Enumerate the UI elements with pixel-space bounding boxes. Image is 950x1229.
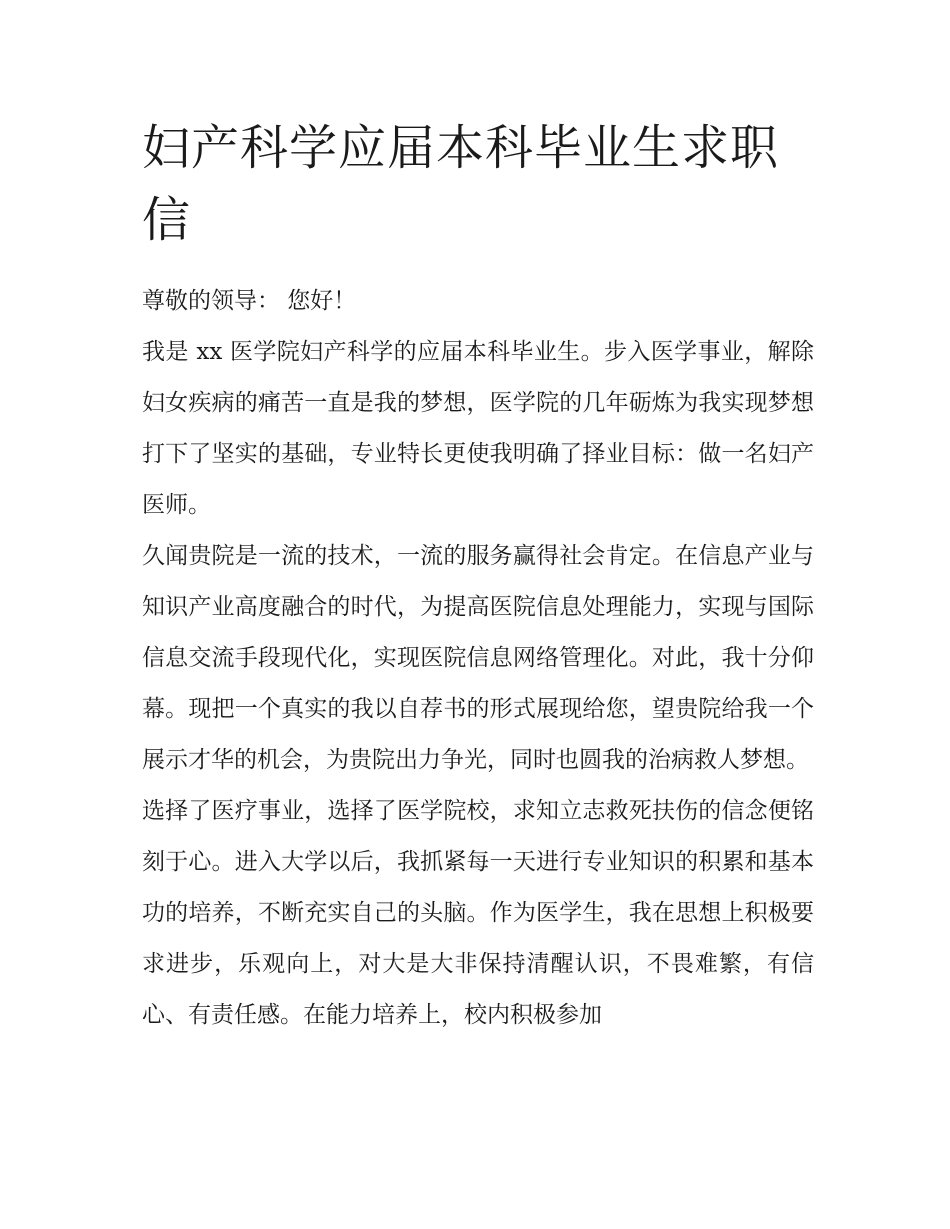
salutation-paragraph: 尊敬的领导： 您好！ bbox=[142, 288, 357, 314]
body-paragraph-2: 久闻贵院是一流的技术，一流的服务赢得社会肯定。在信息产业与知识产业高度融合的时代，为提高医院信息处理能力，实现与国际信息交流手段现代化，实现医院信息网络管理化。对此，我十分仰幕。现把一个真实的我以自荐书的形式展现给您，望贵院给我一个展示才华的机会，为贵院出力争光，同时也圆我的治病救人梦想。 bbox=[142, 543, 814, 773]
document-title: 妇产科学应届本科毕业生求职信 bbox=[142, 120, 780, 248]
body-paragraph-3: 选择了医疗事业，选择了医学院校，求知立志救死扶伤的信念便铭刻于心。进入大学以后，我抓紧每一天进行专业知识的积累和基本功的培养，不断充实自己的头脑。作为医学生，我在思想上积极要求进步，乐观向上，对大是大非保持清醒认识，不畏难繁，有信心、有责任感。在能力培养上，校内积极参加 bbox=[142, 798, 814, 1028]
body-paragraph-1: 我是 xx 医学院妇产科学的应届本科毕业生。步入医学事业，解除妇女疾病的痛苦一直是我的梦想，医学院的几年砺炼为我实现梦想打下了坚实的基础，专业特长更使我明确了择业目标：做一名妇产医师。 bbox=[142, 339, 814, 518]
document-page bbox=[142, 112, 814, 1041]
